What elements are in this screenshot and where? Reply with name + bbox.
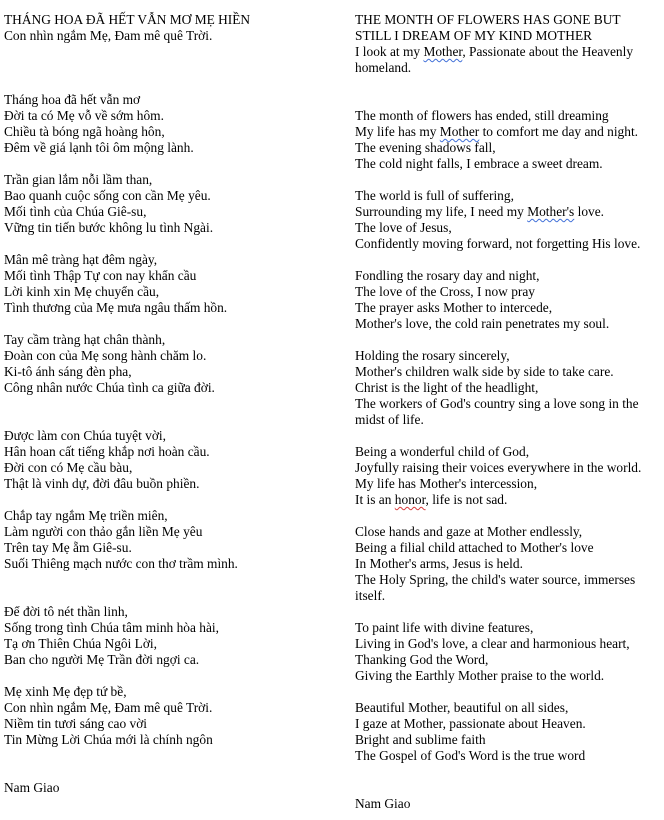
verse-line: The month of flowers has ended, still dreaming [355,108,609,123]
verse-line: Đoàn con của Mẹ song hành chăm lo. [4,348,207,363]
stanza-vi-1 [4,92,339,156]
verse-line: The cold night falls, I embrace a sweet dream. [355,156,603,171]
verse-line: Being a filial child attached to Mother's love [355,540,594,555]
subtitle-text: , Passionate about the Heavenly homeland. [355,44,634,75]
verse-line: Hân hoan cất tiếng khắp nơi hoàn cầu. [4,444,210,459]
verse-line: Niềm tin tươi sáng cao vời [4,716,148,731]
verse-line: Bright and sublime faith [355,732,486,747]
verse-line: Tin Mừng Lời Chúa mới là chính ngôn [4,732,213,747]
poem-title-vi: THÁNG HOA ĐÃ HẾT VẪN MƠ MẸ HIỀN [4,12,251,27]
verse-line: Living in God's love, a clear and harmonious heart, [355,636,630,651]
verse-line: Sống trong tình Chúa tâm minh hòa hài, [4,620,219,635]
verse-line: Holding the rosary sincerely, [355,348,510,363]
verse-line: My life has Mother's intercession, [355,476,538,491]
verse-line: Mother's children walk side by side to take care. [355,364,614,379]
verse-line: Tay cầm tràng hạt chân thành, [4,332,166,347]
verse-text: It is an [355,492,395,507]
spellcheck-marked-word: Mother [439,124,480,139]
stanza-vi-8 [4,684,339,748]
verse-line: Đời ta có Mẹ vỗ về sớm hôm. [4,108,164,123]
spellcheck-marked-word: Mother [423,44,463,59]
poem-title-en-line-1: THE MONTH OF FLOWERS HAS GONE BUT [355,12,621,27]
verse-line [355,204,657,220]
author-en: Nam Giao [355,796,411,811]
verse-line: I gaze at Mother, passionate about Heaven. [355,716,586,731]
verse-line: Ban cho người Mẹ Trần đời ngợi ca. [4,652,200,667]
verse-line: To paint life with divine features, [355,620,534,635]
verse-line: The love of the Cross, I now pray [355,284,535,299]
author-vi: Nam Giao [4,780,60,795]
verse-line: Tạ ơn Thiên Chúa Ngôi Lời, [4,636,158,651]
poem-title-en-line-2: STILL I DREAM OF MY KIND MOTHER [355,28,593,43]
verse-line: The evening shadows fall, [355,140,496,155]
verse-line: Close hands and gaze at Mother endlessly, [355,524,583,539]
verse-line: Suối Thiêng mạch nước con thơ trầm mình. [4,556,238,571]
verse-line: Bao quanh cuộc sống con cần Mẹ yêu. [4,188,211,203]
verse-line: Đêm về giá lạnh tôi ôm mộng lành. [4,140,194,155]
stanza-vi-7 [4,604,339,668]
verse-text: love. [574,204,604,219]
verse-line: The Gospel of God's Word is the true word [355,748,586,763]
verse-line: Lời kinh xin Mẹ chuyển cầu, [4,284,160,299]
stanza-vi-4 [4,332,339,396]
verse-line: Làm người con thảo gắn liền Mẹ yêu [4,524,203,539]
verse-line: Tình thương của Mẹ mưa ngâu thấm hồn. [4,300,228,315]
verse-text: , life is not sad. [425,492,508,507]
spellcheck-marked-word: Mother's [527,204,575,219]
verse-line: Trần gian lắm nỗi lầm than, [4,172,153,187]
verse-line: Được làm con Chúa tuyệt vời, [4,428,166,443]
verse-line: Confidently moving forward, not forgetting His love. [355,236,641,251]
verse-line: In Mother's arms, Jesus is held. [355,556,523,571]
verse-line [355,492,657,508]
verse-line: Joyfully raising their voices everywhere in the world. [355,460,642,475]
verse-text: My life has my [355,124,440,139]
stanza-en-8 [355,700,657,764]
verse-line: The prayer asks Mother to intercede, [355,300,553,315]
verse-line: Chiều tà bóng ngã hoàng hôn, [4,124,165,139]
verse-line: The Holy Spring, the child's water source, immerses itself. [355,572,636,603]
spellcheck-marked-word: honor [394,492,426,507]
verse-line: Fondling the rosary day and night, [355,268,540,283]
stanza-en-7 [355,620,657,684]
verse-line: Christ is the light of the headlight, [355,380,539,395]
stanza-en-5 [355,444,657,508]
stanza-vi-6 [4,508,339,572]
verse-text: to comfort me day and night. [479,124,639,139]
english-column [355,12,657,812]
poem-subtitle-en [355,44,657,76]
verse-line: Mối tình của Chúa Giê-su, [4,204,147,219]
stanza-vi-3 [4,252,339,316]
verse-line: The world is full of suffering, [355,188,514,203]
verse-line: Trên tay Mẹ ẵm Giê-su. [4,540,132,555]
verse-line: Beautiful Mother, beautiful on all sides, [355,700,569,715]
verse-line: Thanking God the Word, [355,652,489,667]
verse-line: Công nhân nước Chúa tình ca giữa đời. [4,380,215,395]
stanza-en-1 [355,108,657,172]
verse-line: Đời con có Mẹ cầu bàu, [4,460,133,475]
stanza-en-2 [355,188,657,252]
verse-line: Chắp tay ngắm Mẹ triền miên, [4,508,168,523]
stanza-en-6 [355,524,657,604]
verse-line: The workers of God's country sing a love song in the midst of life. [355,396,639,427]
verse-line [355,124,657,140]
verse-line: Mân mê tràng hạt đêm ngày, [4,252,158,267]
stanza-en-4 [355,348,657,428]
verse-line: Thật là vinh dự, đời đâu buồn phiền. [4,476,200,491]
verse-line: Con nhìn ngắm Mẹ, Đam mê quê Trời. [4,700,213,715]
verse-line: Mẹ xinh Mẹ đẹp tứ bề, [4,684,127,699]
poem-subtitle-vi: Con nhìn ngắm Mẹ, Đam mê quê Trời. [4,28,213,43]
verse-line: Để đời tô nét thần linh, [4,604,128,619]
stanza-en-3 [355,268,657,332]
verse-line: Ki-tô ánh sáng đèn pha, [4,364,132,379]
verse-line: The love of Jesus, [355,220,452,235]
verse-line: Being a wonderful child of God, [355,444,530,459]
verse-line: Mother's love, the cold rain penetrates my soul. [355,316,610,331]
verse-text: Surrounding my life, I need my [355,204,528,219]
verse-line: Tháng hoa đã hết vẫn mơ [4,92,141,107]
stanza-vi-2 [4,172,339,236]
verse-line: Giving the Earthly Mother praise to the world. [355,668,605,683]
verse-line: Mối tình Thập Tự con nay khẩn cầu [4,268,197,283]
verse-line: Vững tin tiến bước không lu tình Ngài. [4,220,214,235]
subtitle-text: I look at my [355,44,424,59]
vietnamese-column [4,12,339,796]
stanza-vi-5 [4,428,339,492]
